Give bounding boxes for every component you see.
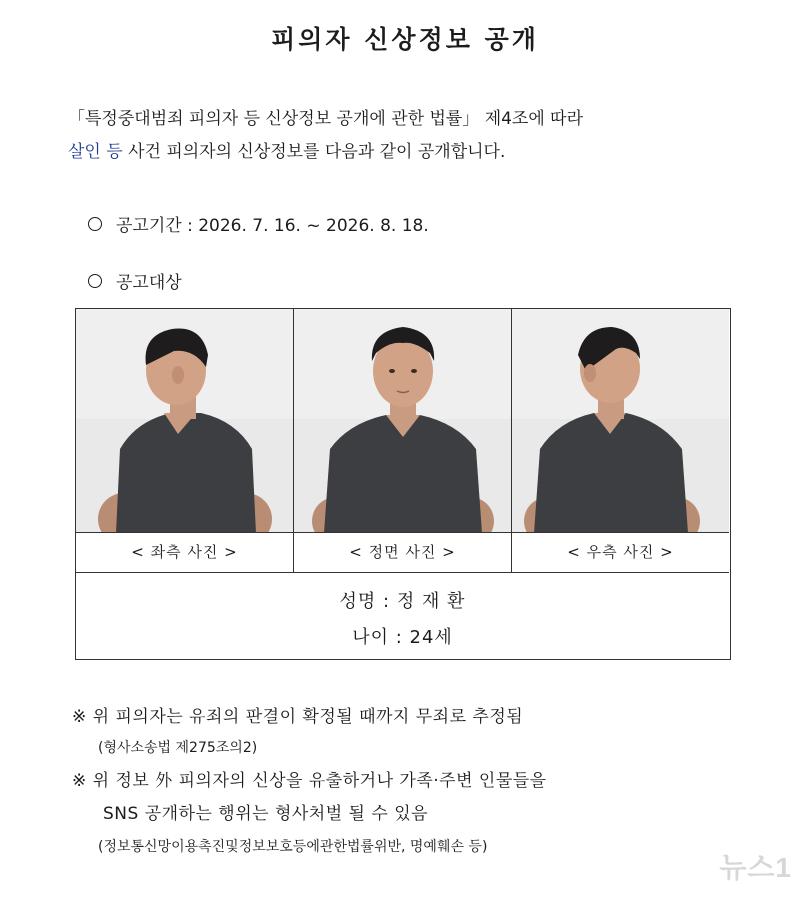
- left-photo-caption: < 좌측 사진 >: [76, 533, 294, 572]
- circle-bullet-icon: [88, 217, 102, 231]
- caption-row: [76, 533, 729, 573]
- document-title: 피의자 신상정보 공개: [271, 25, 539, 54]
- suspect-photo-table: [75, 308, 731, 660]
- intro-line-2-rest: 사건 피의자의 신상정보를 다음과 같이 공개합니다.: [122, 142, 506, 162]
- front-photo-caption: < 정면 사진 >: [294, 533, 512, 572]
- left-profile-photo: [76, 309, 294, 532]
- intro-line-1: 「특정중대범죄 피의자 등 신상정보 공개에 관한 법률」 제4조에 따라: [68, 109, 584, 129]
- right-profile-photo: [512, 309, 729, 532]
- disclosure-warning-line-1: ※ 위 정보 外 피의자의 신상을 유출하거나 가족·주변 인물들을: [72, 771, 547, 791]
- suspect-info: [76, 573, 729, 659]
- news-agency-watermark: [719, 846, 792, 886]
- front-photo: [294, 309, 512, 532]
- presumption-note: ※ 위 피의자는 유죄의 판결이 확정될 때까지 무죄로 추정됨: [72, 707, 524, 727]
- intro-paragraph: [68, 103, 788, 169]
- notice-period-text: 공고기간 : 2026. 7. 16. ~ 2026. 8. 18.: [116, 216, 429, 236]
- notice-period: [88, 211, 429, 236]
- circle-bullet-icon: [88, 274, 102, 288]
- right-photo-caption: < 우측 사진 >: [567, 543, 674, 561]
- disclosure-warning-source: (정보통신망이용촉진및정보보호등에관한법률위반, 명예훼손 등): [98, 839, 488, 855]
- crime-type-highlight: 살인 등: [68, 142, 123, 162]
- notice-target-text: 공고대상: [116, 273, 182, 293]
- suspect-name: 성명 : 정 재 환: [339, 591, 466, 612]
- intro-line-2: [68, 136, 788, 169]
- notice-target: [88, 268, 182, 293]
- watermark-text: 뉴스1: [719, 852, 792, 883]
- presumption-note-source: (형사소송법 제275조의2): [98, 740, 258, 756]
- disclosure-warning-line-2: SNS 공개하는 행위는 형사처벌 될 수 있음: [103, 804, 429, 824]
- suspect-age: 나이 : 24세: [352, 627, 453, 648]
- photo-row: [76, 309, 729, 533]
